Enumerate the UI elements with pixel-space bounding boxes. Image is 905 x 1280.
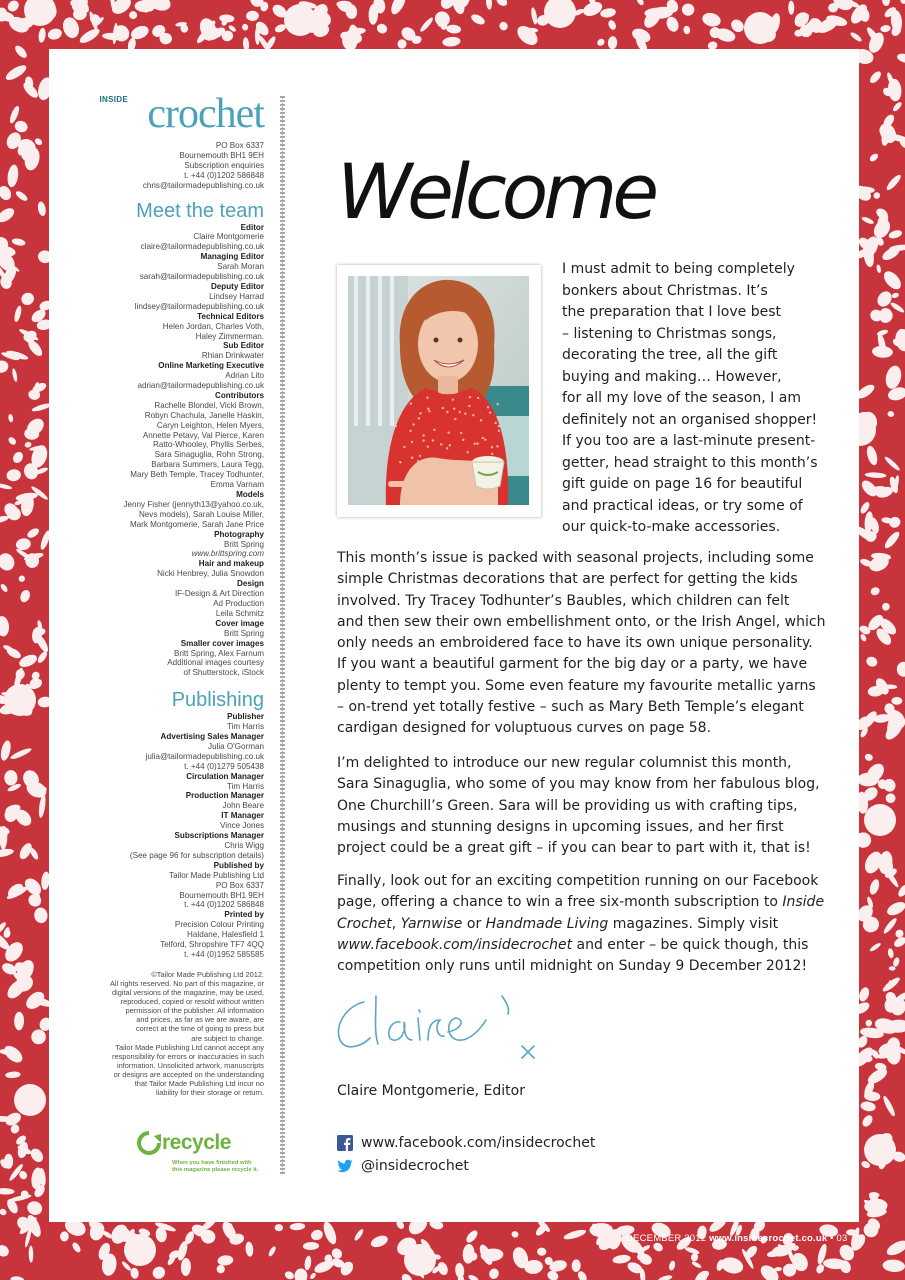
- recycle-arrow-icon: [136, 1130, 162, 1156]
- publishing-heading: Publishing: [171, 689, 264, 712]
- recycle-caption-line-1: When you have finished with: [172, 1160, 252, 1166]
- staff-detail: Ad Production: [213, 598, 264, 608]
- yarnwise-title: Yarnwise: [400, 915, 463, 932]
- address-line: t. +44 (0)1202 586848: [184, 170, 264, 180]
- intro-line: If you too are a last-minute present-: [562, 433, 816, 449]
- twitter-row[interactable]: [337, 1158, 469, 1174]
- staff-detail: Bournemouth BH1 9EH: [179, 890, 264, 900]
- address-line: PO Box 6337: [215, 141, 264, 150]
- p1-line: only needs an embroidered face to have its own unique personality.: [337, 635, 813, 652]
- copyright-line: or designs are accepted on the understanding: [113, 1069, 264, 1079]
- staff-role: Models: [236, 490, 264, 499]
- staff-detail: Julia O'Gorman: [208, 741, 264, 751]
- recycle-caption: [172, 1160, 258, 1174]
- crochet-title: Crochet: [337, 915, 392, 932]
- p3-line-1: Finally, look out for an exciting competition running on our Facebook: [337, 873, 819, 889]
- intro-line: definitely not an organised shopper!: [562, 411, 818, 428]
- twitter-handle[interactable]: @insidecrochet: [361, 1158, 469, 1174]
- intro-line: for all my love of the season, I am: [562, 390, 801, 406]
- staff-detail: Tailor Made Publishing Ltd: [169, 870, 264, 880]
- team-list: [49, 223, 264, 679]
- staff-detail: PO Box 6337: [215, 880, 264, 890]
- copyright-line: correct at the time of going to press but: [135, 1024, 264, 1034]
- staff-detail: Haldane, Halesfield 1: [187, 930, 264, 940]
- editor-photo-frame: [337, 265, 541, 517]
- staff-detail: Helen Jordan, Charles Voth,: [162, 321, 264, 331]
- staff-role: Publisher: [227, 712, 264, 722]
- copyright-line: reproduced, copied or resold without written: [120, 997, 264, 1007]
- staff-detail: Nicki Henbrey, Julia Snowdon: [157, 569, 264, 579]
- p2-line: musings and stunning designs in upcoming issues, and her first: [337, 818, 784, 835]
- editor-signature: [330, 990, 560, 1060]
- p1-line: simple Christmas decorations that are perfect for getting the kids: [337, 571, 798, 588]
- copyright-line: and prices, as far as we are aware, are: [136, 1015, 264, 1025]
- logo-inside-text: INSIDE: [99, 95, 128, 104]
- staff-detail: Precision Colour Printing: [174, 920, 264, 930]
- p2-line: One Churchill’s Green. Sara will be providing us with crafting tips,: [337, 797, 798, 814]
- editor-name: Claire Montgomerie, Editor: [337, 1083, 525, 1099]
- staff-role: Advertising Sales Manager: [160, 732, 264, 742]
- editor-portrait-illustration: [348, 276, 529, 505]
- staff-role: Editor: [240, 222, 264, 232]
- staff-detail: www.brittspring.com: [191, 549, 264, 559]
- staff-detail: IF-Design & Art Direction: [174, 589, 264, 599]
- staff-role: Published by: [213, 860, 264, 870]
- paragraph-2: [337, 753, 857, 859]
- staff-detail: (See page 96 for subscription details): [129, 850, 264, 860]
- staff-role: IT Manager: [221, 811, 264, 821]
- logo-word: crochet: [147, 91, 264, 137]
- p1-line: plenty to tempt you. Some even feature my favourite metallic yarns: [337, 677, 816, 694]
- staff-detail: t. +44 (0)1952 585585: [184, 949, 264, 959]
- address-line: Bournemouth BH1 9EH: [179, 150, 264, 160]
- page-footer: [626, 1233, 848, 1244]
- intro-line: – listening to Christmas songs,: [562, 325, 777, 342]
- copyright-line: liability for their storage or return.: [155, 1088, 264, 1098]
- intro-line: gift guide on page 16 for beautiful: [562, 476, 803, 492]
- paragraph-3: [337, 871, 857, 977]
- intro-line: buying and making… However,: [562, 368, 782, 385]
- p3-line-2: [337, 892, 857, 913]
- p1-line: – on-trend yet totally festive – such as Mary Beth Temple’s elegant: [337, 699, 804, 716]
- copyright-line: information. Unsolicited artwork, manuscripts: [116, 1060, 264, 1070]
- copyright-line: are subject to change.: [191, 1033, 264, 1043]
- p3-line-3f: magazines. Simply visit: [608, 915, 779, 932]
- recycle-word: recycle: [162, 1131, 231, 1154]
- staff-detail: Rhian Drinkwater: [201, 351, 264, 361]
- facebook-icon: [337, 1135, 353, 1151]
- staff-role: Managing Editor: [200, 252, 264, 262]
- staff-detail: Britt Spring: [223, 539, 264, 549]
- footer-url[interactable]: www.insidecrochet.co.uk: [709, 1233, 828, 1244]
- staff-role: Sub Editor: [223, 341, 264, 351]
- staff-detail: Annette Petavy, Val Pierce, Karen: [142, 430, 264, 440]
- staff-detail: Sarah Moran: [217, 262, 264, 272]
- staff-role: Deputy Editor: [210, 281, 264, 291]
- staff-detail: Rachelle Blondel, Vicki Brown,: [154, 400, 264, 410]
- staff-detail: Claire Montgomerie: [193, 232, 264, 242]
- staff-detail: Britt Spring, Alex Farnum: [174, 648, 264, 658]
- staff-detail: Leila Schmitz: [215, 608, 264, 618]
- staff-detail: Jenny Fisher (jennyth13@yahoo.co.uk,: [123, 499, 264, 509]
- staff-detail: of Shutterstock, iStock: [183, 668, 264, 678]
- publishing-list: [49, 712, 264, 960]
- copyright-line: digital versions of the magazine, may be used,: [111, 988, 264, 998]
- intro-line: and practical ideas, or try some of: [562, 497, 803, 514]
- staff-detail: Nevs models), Sarah Louise Miller,: [138, 509, 264, 519]
- staff-detail: Caryn Leighton, Helen Myers,: [156, 420, 264, 430]
- staff-detail: Mary Beth Temple, Tracey Todhunter,: [130, 470, 264, 480]
- footer-date: DECEMBER 2012: [626, 1233, 710, 1244]
- copyright-notice: [49, 970, 264, 1097]
- staff-role: Technical Editors: [197, 311, 264, 321]
- staff-detail: claire@tailormadepublishing.co.uk: [140, 242, 264, 252]
- p3-line-4: [337, 935, 857, 956]
- recycle-logo: [136, 1128, 266, 1178]
- meet-team-heading: Meet the team: [136, 199, 264, 222]
- staff-detail: Tim Harris: [226, 781, 264, 791]
- intro-line: decorating the tree, all the gift: [562, 347, 778, 363]
- staff-detail: adrian@tailormadepublishing.co.uk: [137, 381, 264, 391]
- copyright-line: ©Tailor Made Publishing Ltd 2012.: [151, 969, 264, 979]
- copyright-line: that Tailor Made Publishing Ltd incur no: [134, 1079, 264, 1088]
- staff-role: Printed by: [224, 910, 264, 920]
- recycle-caption-line-2: this magazine please recycle it.: [172, 1167, 259, 1173]
- staff-role: Production Manager: [185, 791, 264, 801]
- staff-detail: Tim Harris: [226, 722, 264, 732]
- column-divider: [280, 96, 285, 1174]
- p1-line: and then sew their own embellishment onto, or the Irish Angel, which: [337, 613, 826, 630]
- p3-comma: ,: [391, 915, 401, 932]
- staff-role: Design: [237, 579, 264, 589]
- handmade-living-title: Handmade Living: [485, 915, 609, 932]
- editor-photo: [348, 276, 529, 505]
- facebook-link-inline[interactable]: www.facebook.com/insidecrochet: [337, 936, 573, 953]
- staff-detail: Vince Jones: [220, 821, 264, 831]
- staff-detail: Lindsey Harrad: [209, 291, 264, 301]
- crochet-logo: [49, 91, 264, 137]
- address-block: [49, 141, 264, 191]
- p1-line: involved. Try Tracey Todhunter’s Baubles, which children can felt: [337, 592, 790, 609]
- p1-line: If you want a beautiful garment for the big day or a party, we have: [337, 656, 808, 673]
- staff-role: Smaller cover images: [180, 638, 264, 648]
- inside-title: Inside: [782, 894, 825, 911]
- address-line: Subscription enquiries: [184, 160, 264, 170]
- p3-line-5: competition only runs until midnight on Sunday 9 December 2012!: [337, 958, 808, 975]
- staff-detail: Mark Montgomerie, Sarah Jane Price: [129, 519, 264, 529]
- staff-role: Photography: [214, 529, 264, 539]
- staff-detail: Sara Sinaguglia, Rohn Strong,: [154, 450, 264, 460]
- staff-detail: t. +44 (0)1279 505438: [184, 761, 264, 771]
- p3-line-2a: page, offering a chance to win a free six-month subscription to: [337, 894, 783, 911]
- p1-line: This month’s issue is packed with seasonal projects, including some: [337, 550, 814, 566]
- p3-line-3: [337, 914, 857, 935]
- footer-page-number: • 03: [827, 1233, 848, 1244]
- staff-detail: Additional images courtesy: [167, 658, 264, 668]
- staff-detail: Adrian Lito: [225, 371, 264, 381]
- staff-detail: Emma Varnam: [210, 480, 264, 490]
- p2-line: project could be a great gift – if you can bear to part with it, that is!: [337, 840, 811, 857]
- copyright-line: permission of the publisher. All information: [125, 1006, 264, 1016]
- staff-role: Cover image: [215, 618, 264, 628]
- staff-detail: Britt Spring: [223, 628, 264, 638]
- staff-detail: t. +44 (0)1202 586848: [184, 900, 264, 910]
- staff-detail: John Beare: [222, 801, 264, 811]
- masthead-column: [49, 93, 264, 1097]
- staff-role: Subscriptions Manager: [174, 831, 264, 841]
- staff-role: Circulation Manager: [186, 771, 264, 781]
- intro-line: I must admit to being completely: [562, 261, 795, 277]
- staff-detail: Haley Zimmerman.: [195, 331, 264, 341]
- p3-or: or: [462, 915, 486, 932]
- p3-line-4b: and enter – be quick though, this: [572, 936, 809, 953]
- intro-line: getter, head straight to this month’s: [562, 454, 818, 471]
- staff-detail: Barbara Summers, Laura Tegg,: [151, 460, 264, 470]
- intro-line: the preparation that I love best: [562, 304, 781, 320]
- welcome-title: Welcome: [337, 147, 655, 236]
- p2-line: Sara Sinaguglia, who some of you may know from her fabulous blog,: [337, 776, 820, 793]
- twitter-bird-icon: [337, 1158, 353, 1174]
- staff-detail: Telford, Shropshire TF7 4QQ: [160, 940, 264, 950]
- address-line: chris@tailormadepublishing.co.uk: [142, 180, 264, 190]
- p1-line: cardigan designed for voluptuous curves on page 58.: [337, 720, 712, 737]
- facebook-row[interactable]: [337, 1135, 595, 1151]
- p2-line: I’m delighted to introduce our new regular columnist this month,: [337, 755, 792, 771]
- paragraph-1: [337, 548, 857, 740]
- intro-line: our quick-to-make accessories.: [562, 519, 781, 535]
- copyright-line: Tailor Made Publishing Ltd cannot accept any: [115, 1042, 264, 1052]
- staff-detail: lindsey@tailormadepublishing.co.uk: [134, 301, 264, 311]
- copyright-line: responsibility for errors or inaccuracies in such: [112, 1051, 264, 1061]
- staff-detail: julia@tailormadepublishing.co.uk: [145, 751, 264, 761]
- intro-line: bonkers about Christmas. It’s: [562, 282, 768, 299]
- staff-role: Online Marketing Executive: [158, 361, 264, 371]
- staff-detail: Ratto-Whooley, Phyllis Serbes,: [153, 440, 264, 450]
- facebook-link[interactable]: www.facebook.com/insidecrochet: [361, 1135, 596, 1151]
- staff-role: Hair and makeup: [198, 559, 264, 569]
- intro-paragraph: [562, 259, 862, 539]
- staff-detail: sarah@tailormadepublishing.co.uk: [139, 272, 264, 282]
- staff-detail: Chris Wigg: [224, 841, 264, 850]
- staff-role: Contributors: [214, 390, 264, 400]
- copyright-line: All rights reserved. No part of this magazine, or: [109, 978, 264, 988]
- staff-detail: Robyn Chachula, Janelle Haskin,: [144, 410, 264, 420]
